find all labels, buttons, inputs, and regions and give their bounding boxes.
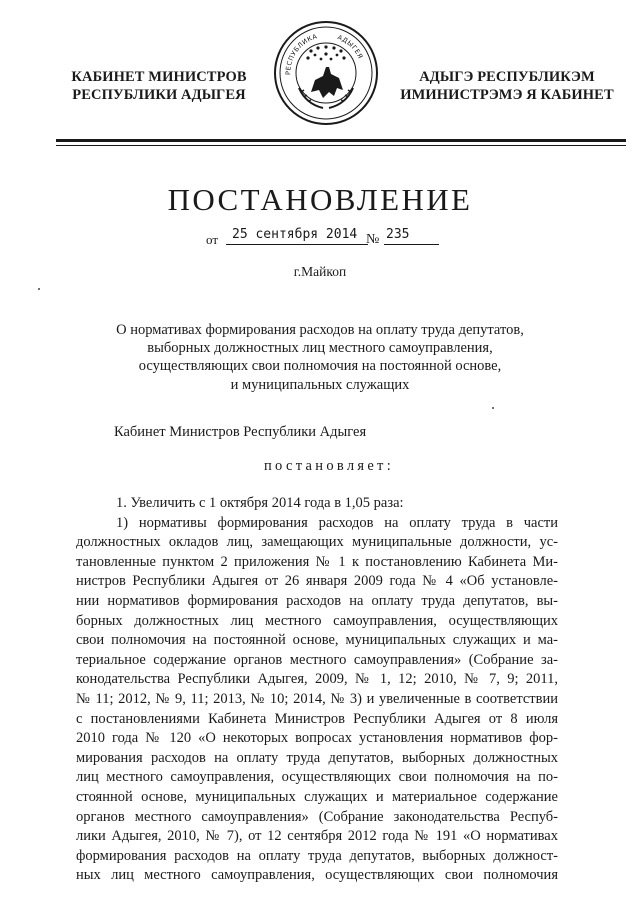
document-title: ПОСТАНОВЛЕНИЕ <box>167 182 473 217</box>
header-right-org <box>388 68 626 104</box>
body-line: нистров Республики Адыгея от 26 января 2009 года № 4 «Об установле- <box>76 573 558 590</box>
header-left-line: КАБИНЕТ МИНИСТРОВ <box>71 69 247 85</box>
body-line: свои полномочия на постоянной основе, муниципальных служащих и ма- <box>76 632 558 649</box>
header-divider-thin <box>56 145 626 146</box>
issuer: Кабинет Министров Республики Адыгея <box>114 424 367 440</box>
document-subject <box>0 321 640 394</box>
body-line: органов местного самоуправления» (Собрание законодательства Респуб- <box>76 808 558 825</box>
header-divider-thick <box>56 139 626 142</box>
scan-speck <box>492 407 494 409</box>
body-line: нии нормативов формирования расходов на оплату труда депутатов, вы- <box>76 592 558 609</box>
body-line: лики Адыгея, 2010, № 7), от 12 сентября 2012 года № 191 «О нормативах <box>76 828 558 845</box>
header-right-line: АДЫГЭ РЕСПУБЛИКЭМ <box>419 69 595 85</box>
number-prefix: № <box>366 232 380 247</box>
body-line: 1. Увеличить с 1 октября 2014 года в 1,05 раза: <box>116 495 404 511</box>
date-value: 25 сентября 2014 <box>232 227 358 242</box>
body-line: 2010 года № 120 «О некоторых вопросах установления нормативов фор- <box>76 730 558 747</box>
subject-line: и муниципальных служащих <box>230 376 410 393</box>
scan-speck <box>38 288 40 290</box>
body-line: № 11; 2012, № 9, 11; 2013, № 10; 2014, № 3) и увеличенные в соответствии <box>76 690 558 707</box>
body-line: конодательства Республики Адыгея, 2009, № 1, 12; 2010, № 7, 9; 2011, <box>76 671 558 688</box>
body-line: тановленные пунктом 2 приложения № 1 к постановлению Кабинета Ми- <box>76 553 558 570</box>
date-prefix: от <box>206 232 219 247</box>
body-line: с постановлениями Кабинета Министров Республики Адыгея от 8 июля <box>76 710 558 727</box>
body-line: лиц местного самоуправления, осуществляющих свои полномочия на по- <box>76 769 558 786</box>
number-value: 235 <box>386 227 410 242</box>
header-left-org <box>64 68 254 104</box>
emblem-text-right: АДЫГЕЯ <box>336 33 365 61</box>
body-line: формирования расходов на оплату труда депутатов, выборных должност- <box>76 847 558 864</box>
body-line: 1) нормативы формирования расходов на оплату труда в части <box>116 514 558 531</box>
resolves-word: постановляет: <box>264 458 395 474</box>
subject-line: осуществляющих свои полномочия на постоянной основе, <box>138 358 502 375</box>
header-left-line: РЕСПУБЛИКИ АДЫГЕЯ <box>72 87 246 103</box>
header-right-line: ИМИНИСТРЭМЭ Я КАБИНЕТ <box>400 87 614 103</box>
number-underline <box>384 244 439 245</box>
body-line: териальное содержание органов местного самоуправления» (Собрание за- <box>76 651 558 668</box>
coat-of-arms-icon <box>271 18 381 128</box>
body-line: должностных окладов лиц, замещающих муниципальные должности, ус- <box>76 534 558 551</box>
emblem-text-left: РЕСПУБЛИКА <box>284 32 319 75</box>
body-line: мирования расходов на оплату труда депутатов, выборных должностных <box>76 749 558 766</box>
body-line: стоянной основе, муниципальных служащих и материальное содержание <box>76 788 558 805</box>
subject-line: О нормативах формирования расходов на оплату труда депутатов, <box>116 322 524 338</box>
date-underline <box>226 244 368 245</box>
document-body <box>76 494 558 886</box>
subject-line: выборных должностных лиц местного самоуправления, <box>147 340 493 357</box>
city: г.Майкоп <box>293 264 347 279</box>
body-line: ных лиц местного самоуправления, осуществляющих свои полномочия <box>76 867 558 884</box>
body-line: борных должностных лиц местного самоуправления, осуществляющих <box>76 612 558 629</box>
